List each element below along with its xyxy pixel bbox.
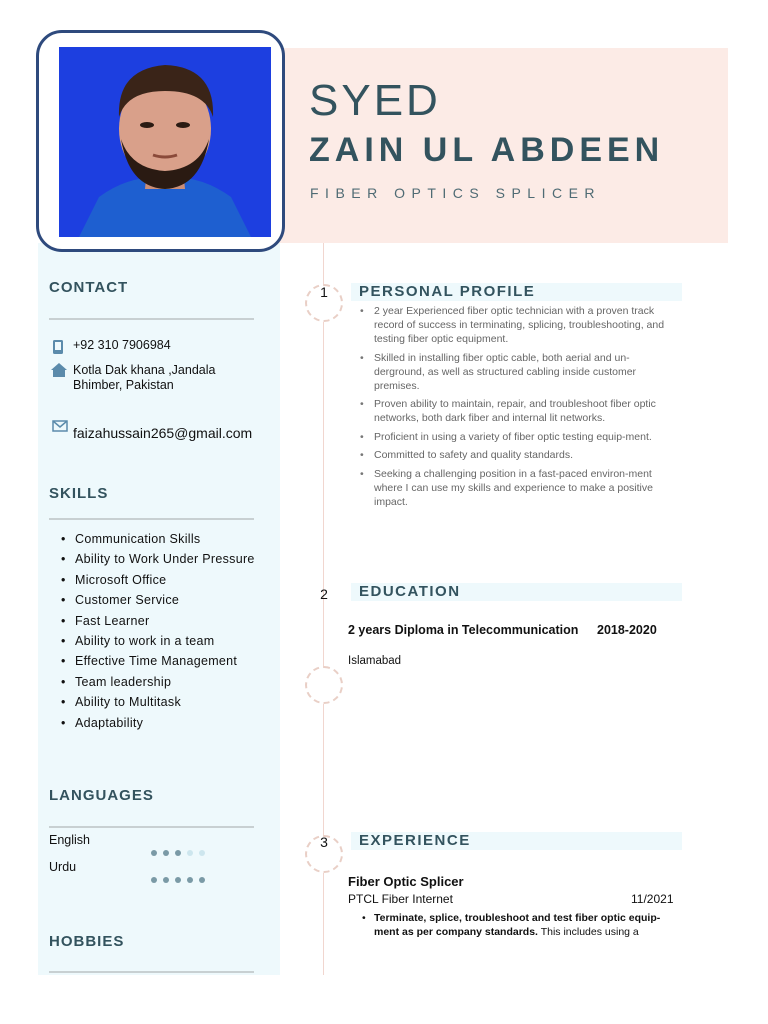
section-number-experience: 3 (320, 834, 328, 850)
timeline-marker (305, 666, 343, 704)
address-line2: Bhimber, Pakistan (73, 378, 174, 392)
home-icon (50, 362, 68, 383)
last-name: ZAIN UL ABDEEN (309, 131, 665, 169)
profile-item: • Proficient in using a variety of fiber optic testing equip-ment. (360, 430, 670, 444)
section-title-experience: EXPERIENCE (359, 832, 471, 849)
email-address[interactable]: faizahussain265@gmail.com (73, 425, 253, 441)
level-dot (199, 877, 205, 883)
skill-item: • Fast Learner (61, 612, 255, 632)
skill-item: • Ability to Work Under Pressure (61, 550, 255, 570)
level-dot (187, 850, 193, 856)
languages-heading: LANGUAGES (49, 787, 154, 804)
mail-icon (52, 419, 68, 437)
experience-bullet-rest: This includes using a (537, 926, 639, 938)
language-urdu-level (151, 877, 205, 883)
language-urdu: Urdu (49, 860, 77, 874)
experience-date: 11/2021 (631, 892, 674, 906)
profile-item: • Seeking a challenging position in a fast-paced environ-ment where I can use my skills and experience to make a positive impact. (360, 467, 670, 509)
skill-item: • Ability to work in a team (61, 632, 255, 652)
profile-list (360, 304, 670, 513)
languages-divider (49, 826, 254, 828)
experience-company: PTCL Fiber Internet (348, 892, 453, 906)
contact-heading: CONTACT (49, 279, 129, 296)
profile-photo (59, 47, 271, 237)
experience-bullet-bold: Terminate, splice, troubleshoot and test fiber optic equip-ment as per company standards. (374, 912, 661, 938)
level-dot (175, 850, 181, 856)
skill-item: • Ability to Multitask (61, 693, 255, 713)
profile-item: • Skilled in installing fiber optic cable, both aerial and un-derground, as well as structured cabling inside customer premises. (360, 351, 670, 393)
section-number-education: 2 (320, 586, 328, 602)
level-dot (151, 877, 157, 883)
skill-item: • Adaptability (61, 714, 255, 734)
section-title-profile: PERSONAL PROFILE (359, 283, 536, 300)
phone-icon (52, 339, 64, 360)
experience-job-title: Fiber Optic Splicer (348, 874, 464, 889)
skill-item: • Team leadership (61, 673, 255, 693)
hobbies-divider (49, 971, 254, 973)
level-dot (151, 850, 157, 856)
language-english-level (151, 850, 205, 856)
level-dot (163, 850, 169, 856)
skills-heading: SKILLS (49, 485, 109, 502)
level-dot (175, 877, 181, 883)
language-english: English (49, 833, 90, 847)
skill-item: • Effective Time Management (61, 652, 255, 672)
profile-item: • 2 year Experienced fiber optic technician with a proven track record of success in terminating, splicing, troubleshooting, and testing fiber optic equipment. (360, 304, 670, 346)
level-dot (163, 877, 169, 883)
address-line1: Kotla Dak khana ,Jandala (73, 363, 216, 377)
skill-item: • Communication Skills (61, 530, 255, 550)
profile-item: • Proven ability to maintain, repair, and troubleshoot fiber optic networks, both dark fiber and internal lit networks. (360, 397, 670, 425)
education-years: 2018-2020 (597, 623, 657, 637)
education-city: Islamabad (348, 655, 402, 667)
section-title-education: EDUCATION (359, 583, 461, 600)
skill-item: • Microsoft Office (61, 571, 255, 591)
education-degree: 2 years Diploma in Telecommunication (348, 623, 579, 637)
level-dot (199, 850, 205, 856)
person-silhouette-icon (59, 47, 271, 237)
profile-item: • Committed to safety and quality standards. (360, 448, 670, 462)
job-title: FIBER OPTICS SPLICER (310, 185, 602, 201)
skills-list (61, 530, 255, 734)
first-name: SYED (309, 76, 441, 125)
phone-number[interactable]: +92 310 7906984 (73, 338, 171, 352)
experience-bullet (362, 911, 672, 939)
contact-divider (49, 318, 254, 320)
skill-item: • Customer Service (61, 591, 255, 611)
level-dot (187, 877, 193, 883)
section-number-profile: 1 (320, 284, 328, 300)
skills-divider (49, 518, 254, 520)
profile-photo-frame (36, 30, 285, 252)
hobbies-heading: HOBBIES (49, 933, 125, 950)
